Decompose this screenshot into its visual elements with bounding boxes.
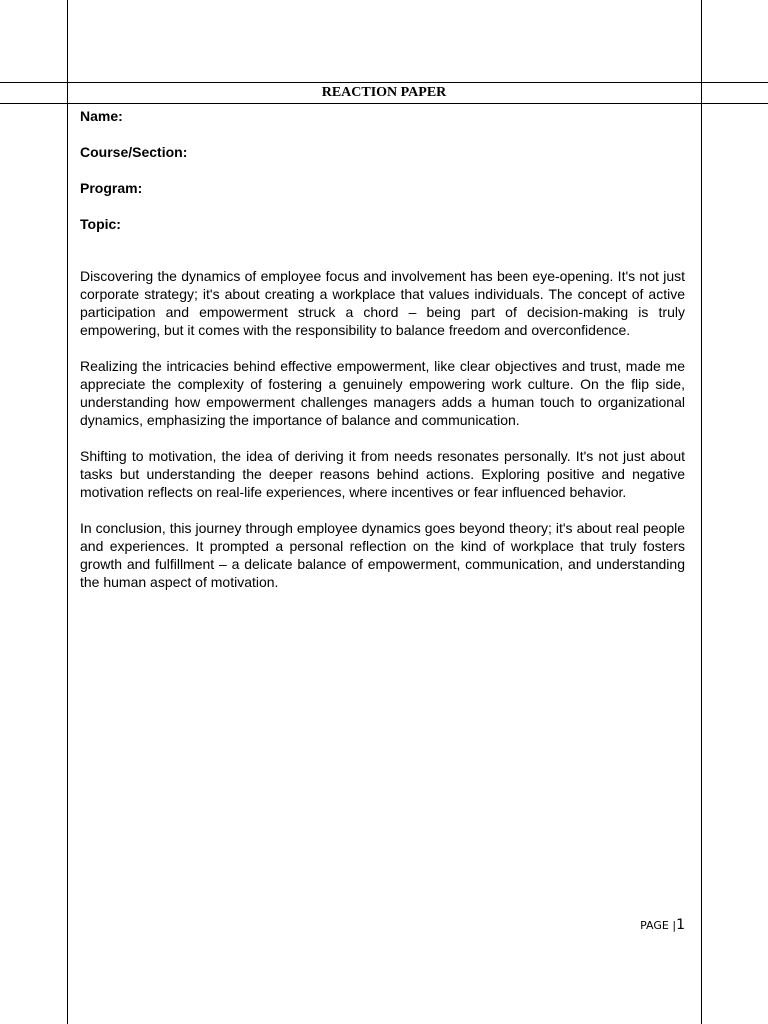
course-section-label: Course/Section: bbox=[80, 144, 188, 160]
info-fields bbox=[80, 107, 690, 251]
paragraph-1: Discovering the dynamics of employee focus and involvement has been eye-opening. It's not just corporate strategy; it's about creating a workplace that values individuals. The concept of active participation and empowerment struck a chord – being part of decision-making is truly empowering, but it comes with the responsibility to balance freedom and overconfidence. bbox=[80, 268, 685, 338]
paragraph-3: Shifting to motivation, the idea of deriving it from needs resonates personally. It's not just about tasks but understanding the deeper reasons behind actions. Exploring positive and negative motivation reflects on real-life experiences, where incentives or fear influenced behavior. bbox=[80, 448, 685, 500]
page-label: PAGE | bbox=[640, 919, 677, 932]
paragraph-4: In conclusion, this journey through employee dynamics goes beyond theory; it's about real people and experiences. It prompted a personal reflection on the kind of workplace that truly fosters growth and fulfillment – a delicate balance of empowerment, communication, and understanding the human aspect of motivation. bbox=[80, 520, 685, 590]
title-top-rule bbox=[0, 82, 768, 83]
page-number bbox=[640, 917, 685, 934]
body-text bbox=[80, 267, 685, 609]
name-label: Name: bbox=[80, 108, 123, 124]
left-border-line bbox=[67, 0, 68, 1024]
right-border-line bbox=[701, 0, 702, 1024]
document-title: REACTION PAPER bbox=[321, 85, 447, 100]
program-label: Program: bbox=[80, 180, 143, 196]
page-number-value: 1 bbox=[676, 917, 685, 933]
paragraph-2: Realizing the intricacies behind effective empowerment, like clear objectives and trust, made me appreciate the complexity of fostering a genuinely empowering work culture. On the flip side, understanding how empowerment challenges managers adds a human touch to organizational dynamics, emphasizing the importance of balance and communication. bbox=[80, 358, 685, 428]
title-bottom-rule bbox=[0, 103, 768, 104]
topic-label: Topic: bbox=[80, 216, 121, 232]
